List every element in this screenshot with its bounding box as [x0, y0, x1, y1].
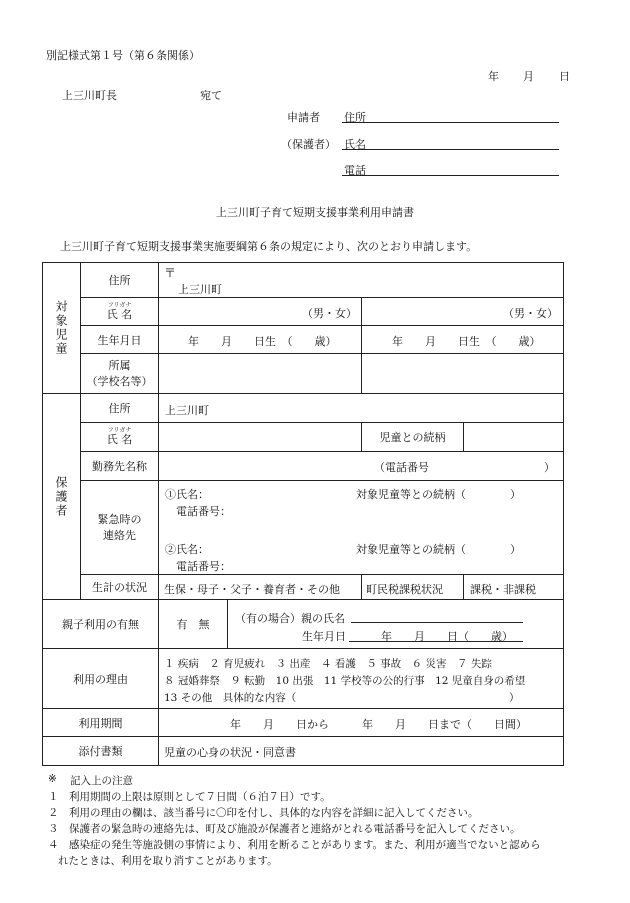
- contact2-phone[interactable]: 電話番号：: [176, 560, 231, 573]
- child-affiliation-label: 所属 （学校名等）: [86, 358, 153, 388]
- note-item: ２ 利用の理由の欄は、該当番号に〇印を付し、具体的な内容を詳細に記入してください。: [48, 807, 479, 819]
- guardian-name-label: フリガナ 氏 名: [106, 427, 133, 446]
- child-address-value[interactable]: 上三川町: [178, 283, 222, 296]
- applicant-role: 申請者: [287, 111, 320, 124]
- notes-header: 記入上の注意: [70, 775, 133, 787]
- applicant-phone-line[interactable]: [342, 175, 559, 176]
- tax-label: 町民税課税状況: [366, 583, 443, 596]
- applicant-role-guardian: （保護者）: [281, 138, 336, 151]
- reason-options-2[interactable]: ８ 冠婚葬祭 ９ 転勤 10 出張 11 学校等の公的行事 12 児童自身の希望: [164, 675, 526, 687]
- parent-name-line[interactable]: [351, 622, 523, 623]
- applicant-address-line[interactable]: [342, 122, 559, 123]
- child-gender[interactable]: （男・女）: [302, 307, 357, 320]
- attachment-label: 添付書類: [78, 745, 123, 758]
- intro-text: 上三川町子育て短期支援事業実施要綱第６条の規定により、次のとおり申請します。: [60, 240, 478, 253]
- parent-dob-label: 生年月日: [302, 630, 346, 643]
- note-item-continued: れたときは、利用を取り消すことがあります。: [58, 855, 278, 867]
- guardian-address-value[interactable]: 上三川町: [165, 404, 209, 417]
- postal-mark: 〒: [164, 266, 177, 280]
- notes-mark: ※: [48, 773, 57, 785]
- parent-name-label: （有の場合）親の氏名: [235, 612, 345, 625]
- contact1-name[interactable]: ①氏名：: [165, 488, 209, 501]
- contact2-name[interactable]: ②氏名：: [165, 543, 209, 556]
- child-section-label: 対象児童: [54, 300, 68, 356]
- guardian-section-label: 保護者: [54, 475, 68, 518]
- contact2-relation[interactable]: 対象児童等との続柄（ ）: [356, 543, 521, 556]
- date-month: 月: [523, 70, 534, 83]
- applicant-name-label: 氏名: [344, 138, 366, 151]
- note-item: １ 利用期間の上限は原則として７日間（６泊７日）です。: [48, 791, 331, 803]
- reason-other[interactable]: 13 その他 具体的な内容（: [164, 692, 297, 704]
- child-address-label: 住所: [108, 274, 131, 287]
- emergency-contact-label: 緊急時の 連絡先: [97, 512, 142, 542]
- livelihood-label: 生計の状況: [92, 581, 147, 594]
- work-label: 勤務先名称: [92, 460, 147, 473]
- parent-dob[interactable]: 年 月 日（ 歳）: [381, 630, 513, 643]
- child2-dob[interactable]: 年 月 日生 （ 歳）: [392, 335, 541, 348]
- applicant-address-label: 住所: [344, 111, 366, 124]
- livelihood-options[interactable]: 生保・母子・父子・養育者・その他: [164, 583, 340, 596]
- applicant-name-line[interactable]: [342, 149, 559, 150]
- addressee-suffix: 宛て: [200, 89, 222, 102]
- date-year: 年: [488, 70, 499, 83]
- work-phone-close: ）: [544, 461, 555, 474]
- guardian-address-label: 住所: [108, 402, 131, 415]
- tax-options[interactable]: 課税・非課税: [470, 583, 536, 596]
- reason-other-close: ）: [509, 692, 520, 704]
- applicant-phone-label: 電話: [344, 164, 366, 177]
- form-id: 別記様式第１号（第６条関係）: [46, 49, 200, 62]
- work-phone[interactable]: （電話番号: [374, 461, 429, 474]
- child-furigana: フリガナ: [107, 301, 132, 309]
- reason-label: 利用の理由: [73, 672, 128, 686]
- reason-options-1[interactable]: １ 疾病 ２ 育児疲れ ３ 出産 ４ 看護 ５ 事故 ６ 災害 ７ 失踪: [164, 658, 492, 670]
- child-dob-label: 生年月日: [97, 333, 142, 347]
- parent-dob-line: [349, 641, 523, 642]
- note-item: ３ 保護者の緊急時の連絡先は、町及び施設が保護者と連絡がとれる電話番号を記入してください。: [48, 823, 521, 835]
- guardian-furigana: フリガナ: [107, 427, 132, 434]
- attachment-value: 児童の心身の状況・同意書: [164, 746, 296, 759]
- contact1-phone[interactable]: 電話番号：: [176, 505, 231, 518]
- date-day: 日: [559, 70, 570, 83]
- child2-gender[interactable]: （男・女）: [503, 307, 558, 320]
- guardian-relation-label: 児童との続柄: [379, 431, 446, 444]
- period-value[interactable]: 年 月 日から 年 月 日まで（ 日間）: [230, 718, 527, 731]
- contact1-relation[interactable]: 対象児童等との続柄（ ）: [356, 488, 521, 501]
- period-label: 利用期間: [78, 716, 123, 730]
- parent-use-options[interactable]: 有 無: [176, 618, 210, 631]
- child-name-label: フリガナ 氏 名: [106, 301, 133, 321]
- note-item: ４ 感染症の発生等施設側の事情により、利用を断ることがあります。また、利用が適当でないと認めら: [48, 839, 541, 851]
- child-dob[interactable]: 年 月 日生 （ 歳）: [188, 335, 337, 348]
- addressee-name: 上三川町長: [62, 89, 117, 102]
- parent-use-label: 親子利用の有無: [62, 618, 139, 631]
- page-title: 上三川町子育て短期支援事業利用申請書: [216, 206, 414, 219]
